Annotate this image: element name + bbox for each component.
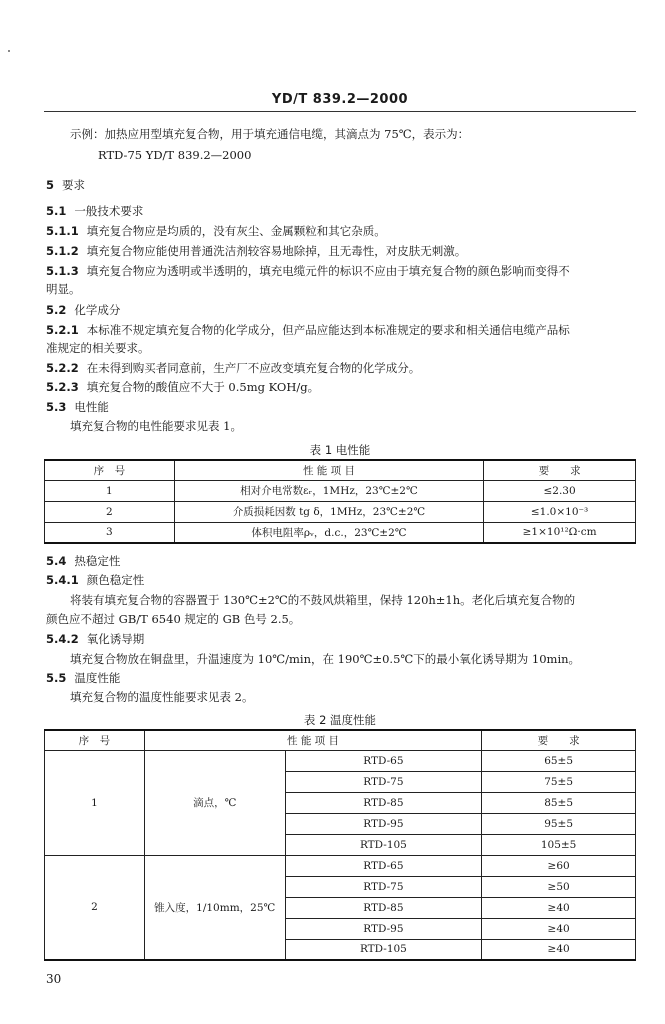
table-header-cell: 性 能 项 目 [144,730,481,750]
table-cell: ≤1.0×10⁻³ [484,501,636,522]
table-cell: 滴点，℃ [144,750,285,855]
table-cell: 1 [45,480,175,501]
section-title: 温度性能 [74,671,121,685]
clause-5-1-2 [46,243,466,259]
table-cell: 相对介电常数εᵣ，1MHz，23℃±2℃ [174,480,483,501]
clause-number: 5.2.2 [46,361,79,375]
clause-5-2-1-cont: 准规定的相关要求。 [46,341,150,355]
table-cell: ≥40 [482,918,636,939]
table-row [45,501,636,522]
table-cell: RTD-95 [285,918,482,939]
table-cell: RTD-85 [285,792,482,813]
table-cell: 3 [45,522,175,543]
table-cell: 95±5 [482,813,636,834]
clause-number: 5.2.1 [46,323,79,337]
section-number: 5.2 [46,303,67,317]
section-number: 5.4.1 [46,573,79,587]
table-cell: 85±5 [482,792,636,813]
header-rule [44,111,636,112]
table-header-cell: 要 求 [484,460,636,480]
section-number: 5.1 [46,204,67,218]
section-number: 5.5 [46,671,67,685]
clause-5-2-3 [46,379,319,395]
table-cell: RTD-75 [285,771,482,792]
table-header-cell: 序 号 [45,730,145,750]
clause-text: 填充复合物的酸值应不大于 0.5mg KOH/g。 [86,380,320,394]
table-cell: 75±5 [482,771,636,792]
clause-number: 5.1.2 [46,244,79,258]
clause-text: 在未得到购买者同意前，生产厂不应改变填充复合物的化学成分。 [86,361,421,375]
section-title: 一般技术要求 [74,204,144,218]
table-cell: RTD-105 [285,939,482,960]
section-title: 氧化诱导期 [86,632,145,646]
clause-text: 填充复合物应能使用普通洗洁剂较容易地除掉，且无毒性，对皮肤无刺激。 [86,244,467,258]
section-title: 热稳定性 [74,554,121,568]
section-5-4-2-text: 填充复合物放在铜盘里，升温速度为 10℃/min，在 190℃±0.5℃下的最小氧化诱导期为 10min。 [70,652,581,666]
table-cell: 体积电阻率ρᵥ，d.c.，23℃±2℃ [174,522,483,543]
table-header-cell: 性 能 项 目 [174,460,483,480]
table-cell: RTD-85 [285,897,482,918]
clause-5-1-1 [46,223,386,239]
clause-number: 5.1.3 [46,264,79,278]
section-title: 电性能 [74,400,109,414]
page-number: 30 [46,972,62,986]
clause-number: 5.2.3 [46,380,79,394]
clause-5-1-3 [46,263,570,279]
section-5-5-text: 填充复合物的温度性能要求见表 2。 [70,690,254,704]
table-cell: 1 [45,750,145,855]
table-cell: ≥1×10¹²Ω·cm [484,522,636,543]
section-5-5-heading [46,670,120,686]
clause-5-2-1 [46,322,570,338]
section-5-4-1-text: 将装有填充复合物的容器置于 130℃±2℃的不鼓风烘箱里，保持 120h±1h。老化后填充复合物的 [70,593,576,607]
page-header: YD/T 839.2—2000 [271,92,409,107]
section-5-4-1-text-cont: 颜色应不超过 GB/T 6540 规定的 GB 色号 2.5。 [46,612,301,626]
table-cell: 65±5 [482,750,636,771]
table-header-cell: 要 求 [482,730,636,750]
section-5-4-2-heading [46,631,144,647]
clause-number: 5.1.1 [46,224,79,238]
table-row [45,522,636,543]
table-row [45,855,636,876]
example-line-1: 示例：加热应用型填充复合物，用于填充通信电缆，其滴点为 75℃，表示为： [70,127,470,141]
table-cell: RTD-65 [285,855,482,876]
section-5-3-heading [46,399,109,415]
scan-mark [8,50,10,52]
table-cell: RTD-65 [285,750,482,771]
clause-text: 填充复合物应为透明或半透明的，填充电缆元件的标识不应由于填充复合物的颜色影响而变得不 [86,264,570,278]
table-header-cell: 序 号 [45,460,175,480]
section-number: 5.4.2 [46,632,79,646]
table-cell: ≥50 [482,876,636,897]
section-title: 颜色稳定性 [86,573,145,587]
table-1-caption: 表 1 电性能 [309,443,371,457]
clause-text: 填充复合物应是均质的，没有灰尘、金属颗粒和其它杂质。 [86,224,386,238]
example-line-2: RTD-75 YD/T 839.2—2000 [98,148,252,162]
table-cell: 2 [45,855,145,960]
section-5-1-heading [46,203,143,219]
clause-text: 本标准不规定填充复合物的化学成分，但产品应能达到本标准规定的要求和相关通信电缆产品标 [86,323,570,337]
section-5-4-1-heading [46,572,144,588]
section-number: 5.4 [46,554,67,568]
table-cell: 2 [45,501,175,522]
table-cell: ≥40 [482,939,636,960]
section-5-2-heading [46,302,120,318]
section-title: 要求 [62,178,86,192]
section-5-4-heading [46,553,120,569]
table-cell: 105±5 [482,834,636,855]
section-5-3-text: 填充复合物的电性能要求见表 1。 [70,419,242,433]
table-row [45,750,636,771]
table-cell: 锥入度，1/10mm，25℃ [144,855,285,960]
section-number: 5.3 [46,400,67,414]
clause-5-2-2 [46,360,420,376]
table-cell: ≥40 [482,897,636,918]
table-cell: RTD-95 [285,813,482,834]
section-5-heading [46,177,85,193]
table-cell: ≤2.30 [484,480,636,501]
section-number: 5 [46,178,55,192]
table-2-caption: 表 2 温度性能 [303,713,377,727]
table-1 [44,459,636,544]
section-title: 化学成分 [74,303,121,317]
table-2 [44,729,636,961]
table-cell: RTD-105 [285,834,482,855]
clause-5-1-3-cont: 明显。 [46,282,81,296]
table-cell: RTD-75 [285,876,482,897]
table-cell: ≥60 [482,855,636,876]
table-cell: 介质损耗因数 tg δ，1MHz，23℃±2℃ [174,501,483,522]
table-row [45,480,636,501]
